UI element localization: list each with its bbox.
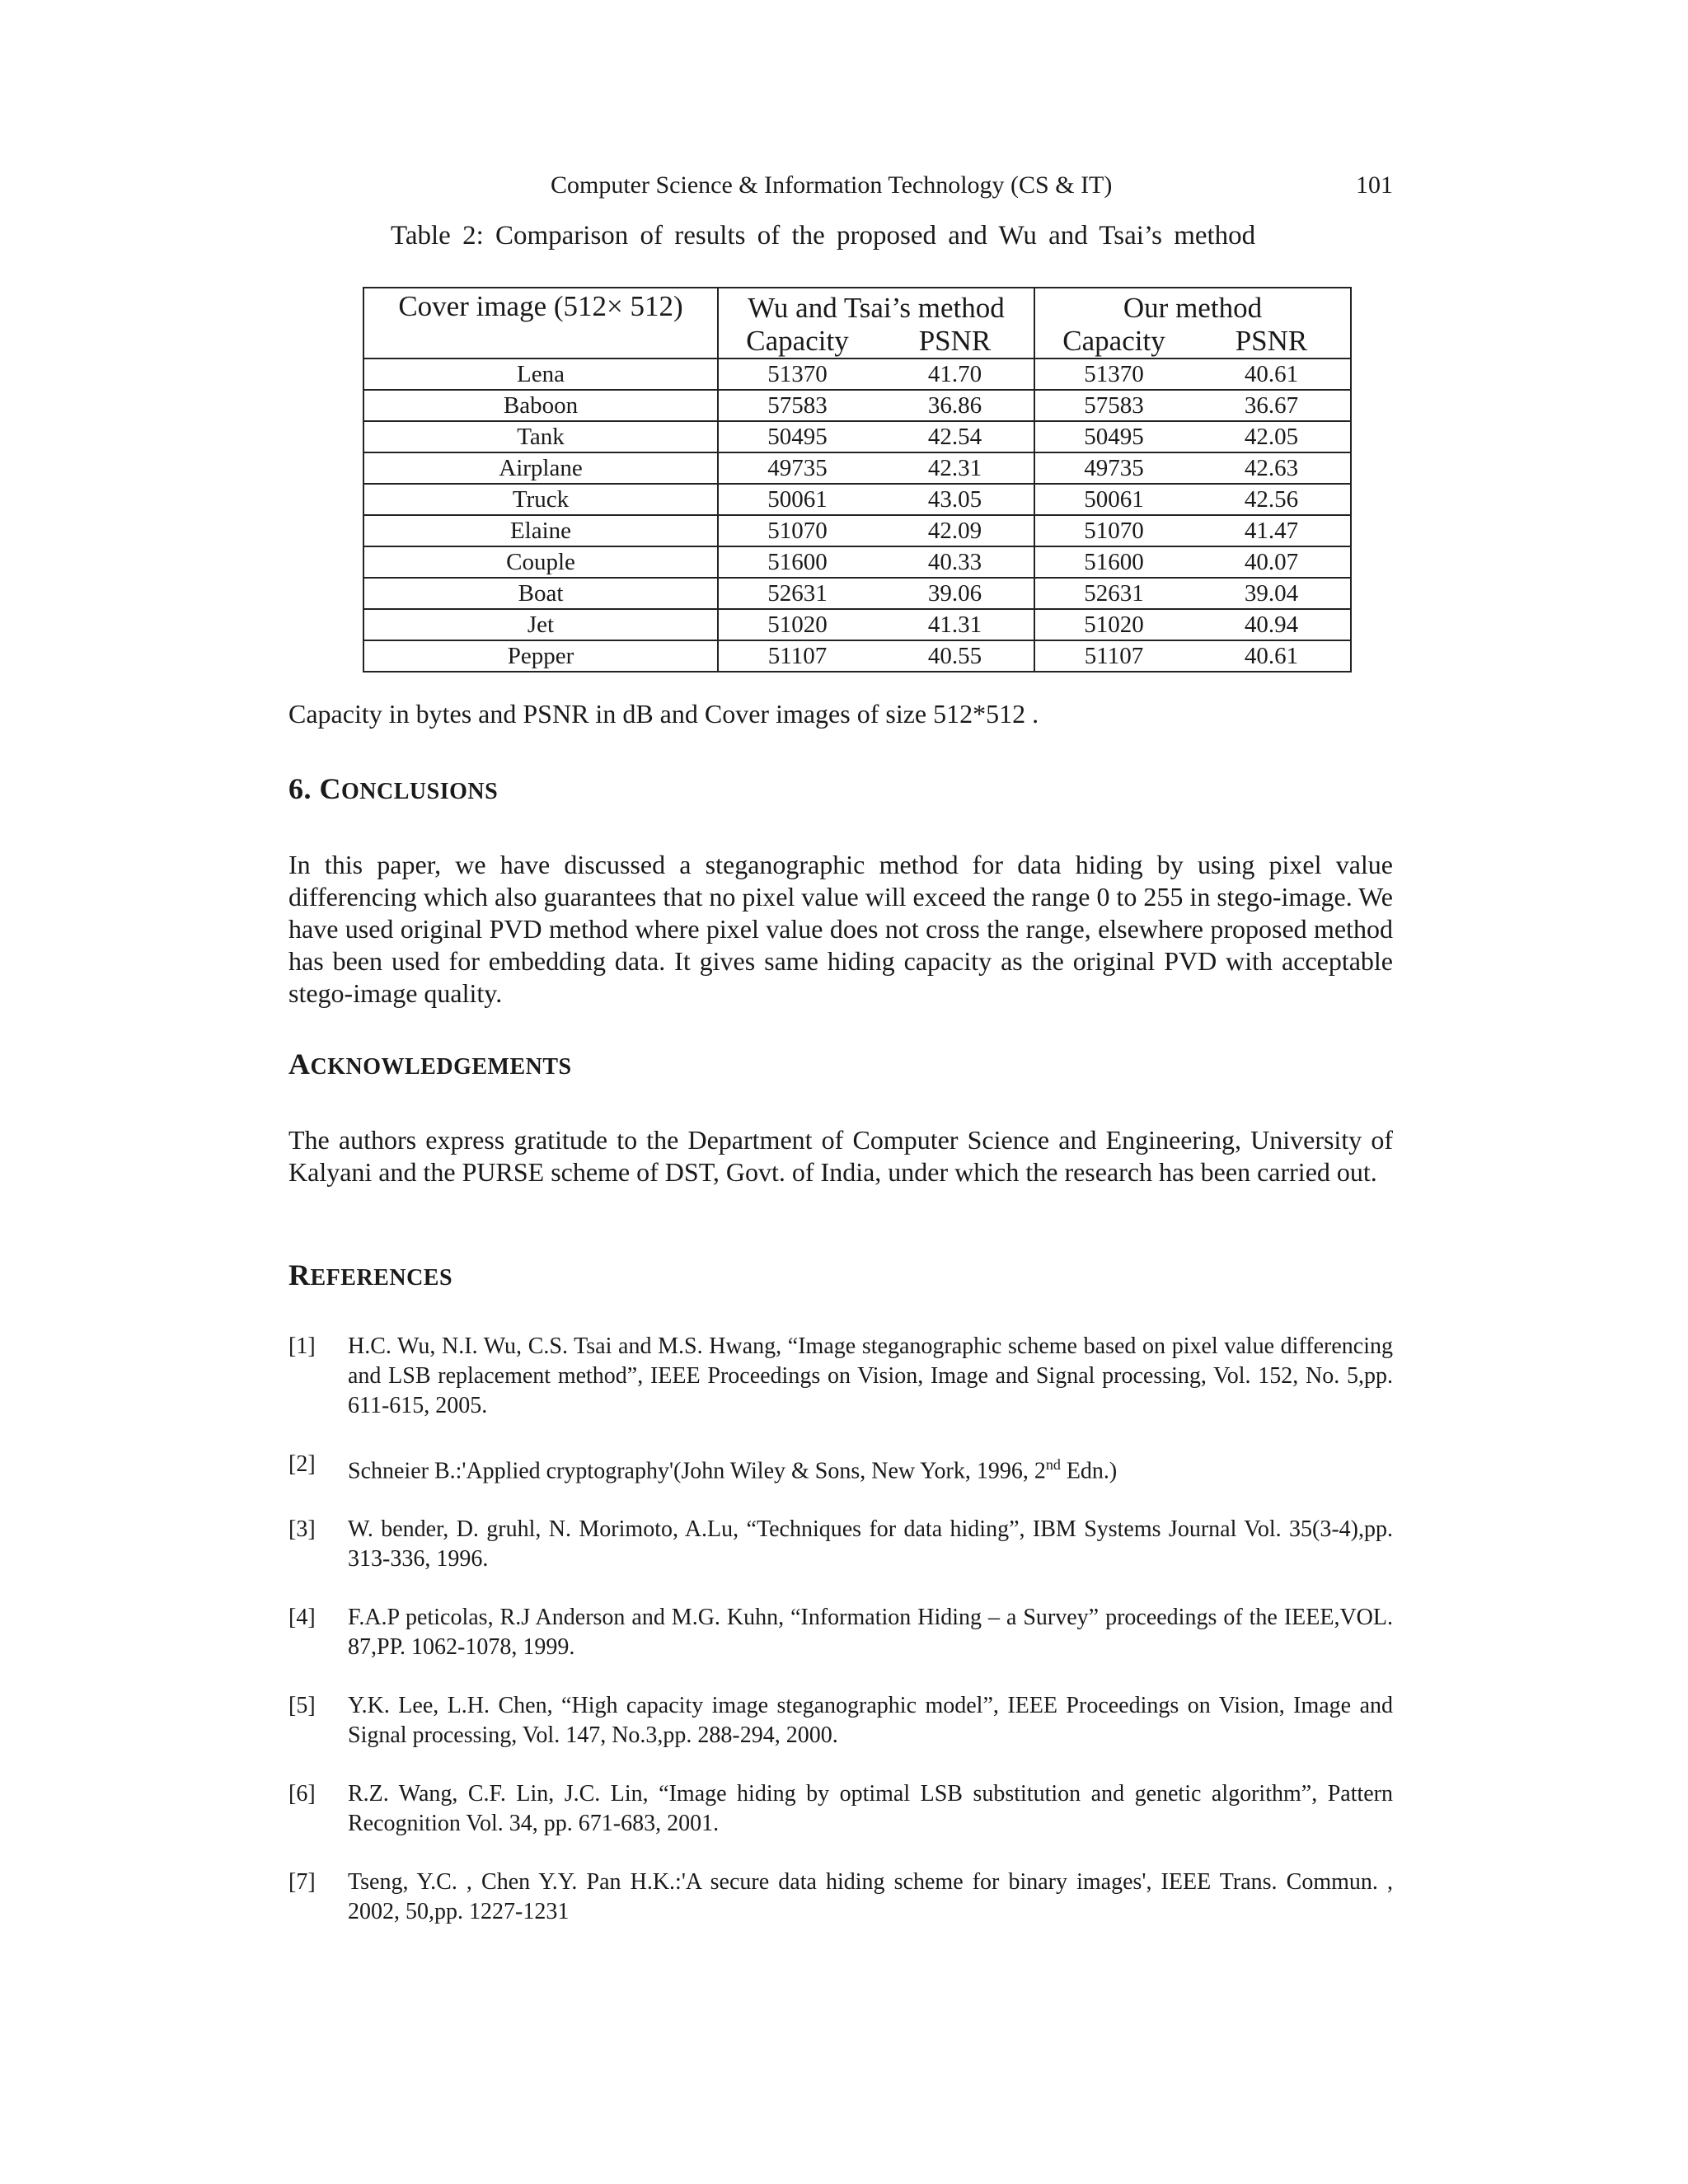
cell-psnr: 40.55 — [927, 643, 982, 669]
table-row — [363, 640, 1351, 672]
cell-capacity: 52631 — [1084, 580, 1144, 607]
cell-capacity: 51600 — [767, 549, 828, 575]
cell-image-name: Jet — [363, 609, 718, 640]
cell-psnr: 40.33 — [927, 549, 982, 575]
references-heading: REFERENCES — [288, 1258, 453, 1291]
cell-wu — [718, 515, 1034, 546]
conclusions-heading: 6. CONCLUSIONS — [288, 772, 499, 805]
table-note: Capacity in bytes and PSNR in dB and Cover images of size 512*512 . — [288, 699, 1039, 729]
cell-wu — [718, 578, 1034, 609]
cell-image-name: Pepper — [363, 640, 718, 672]
cell-wu — [718, 390, 1034, 421]
cell-psnr: 36.67 — [1244, 392, 1299, 419]
reference-item: [5] Y.K. Lee, L.H. Chen, “High capacity image steganographic model”, IEEE Proceedings on Vision, Image and Signal processing, Vol. 147, No.3,pp. 288-294, 2000. — [288, 1693, 1393, 1749]
cell-psnr: 40.61 — [1244, 361, 1299, 387]
cell-psnr: 42.05 — [1244, 424, 1299, 450]
reference-item: [2] Schneier B.:'Applied cryptography'(John Wiley & Sons, New York, 1996, 2nd Edn.) — [288, 1451, 1118, 1484]
subheader-capacity: Capacity — [746, 325, 849, 357]
cell-image-name: Elaine — [363, 515, 718, 546]
acknowledgements-paragraph: The authors express gratitude to the Department of Computer Science and Engineering, University of Kalyani and the PURSE scheme of DST, Govt. of India, under which the research has been carried out. — [288, 1125, 1393, 1187]
col-header-wu: Wu and Tsai’s method — [718, 288, 1034, 325]
cell-capacity: 51370 — [1084, 361, 1144, 387]
table-row — [363, 515, 1351, 546]
cell-wu — [718, 359, 1034, 390]
cell-psnr: 42.54 — [927, 424, 982, 450]
cell-psnr: 39.04 — [1244, 580, 1299, 607]
table-body — [363, 359, 1351, 672]
cell-psnr: 42.31 — [927, 455, 982, 481]
cell-ours — [1034, 421, 1351, 452]
cell-psnr: 36.86 — [927, 392, 982, 419]
subheader-psnr: PSNR — [1235, 325, 1308, 357]
table-row — [363, 421, 1351, 452]
cell-ours — [1034, 546, 1351, 578]
cell-psnr: 41.47 — [1244, 518, 1299, 544]
cell-image-name: Tank — [363, 421, 718, 452]
cell-ours — [1034, 484, 1351, 515]
table-row — [363, 484, 1351, 515]
acknowledgements-heading: ACKNOWLEDGEMENTS — [288, 1047, 572, 1080]
cell-wu — [718, 484, 1034, 515]
cell-capacity: 51107 — [1084, 643, 1144, 669]
cell-capacity: 51070 — [1084, 518, 1144, 544]
cell-image-name: Lena — [363, 359, 718, 390]
page-number: 101 — [1356, 171, 1393, 199]
cell-image-name: Boat — [363, 578, 718, 609]
cell-wu — [718, 640, 1034, 672]
cell-psnr: 42.56 — [1244, 486, 1299, 513]
reference-item: [4] F.A.P peticolas, R.J Anderson and M.G. Kuhn, “Information Hiding – a Survey” proceedings of the IEEE,VOL. 87,PP. 1062-1078, 1999. — [288, 1605, 1393, 1661]
cell-ours — [1034, 452, 1351, 484]
reference-item: [6] R.Z. Wang, C.F. Lin, J.C. Lin, “Image hiding by optimal LSB substitution and genetic algorithm”, Pattern Recognition Vol. 34, pp. 671-683, 2001. — [288, 1781, 1393, 1837]
cell-capacity: 57583 — [1084, 392, 1144, 419]
table-row — [363, 359, 1351, 390]
cell-capacity: 52631 — [767, 580, 828, 607]
running-head: Computer Science & Information Technology (CS & IT) — [551, 171, 1113, 199]
subheader-ours — [1034, 325, 1351, 359]
cell-ours — [1034, 640, 1351, 672]
table-caption: Table 2: Comparison of results of the proposed and Wu and Tsai’s method — [391, 221, 1256, 251]
cell-capacity: 50495 — [1084, 424, 1144, 450]
cell-wu — [718, 421, 1034, 452]
cell-capacity: 50495 — [767, 424, 828, 450]
reference-item: [1] H.C. Wu, N.I. Wu, C.S. Tsai and M.S. Hwang, “Image steganographic scheme based on pixel value differencing and LSB replacement method”, IEEE Proceedings on Vision, Image and Signal processing, Vol. 152, No. 5,pp. 611-615, 2005. — [288, 1333, 1393, 1418]
cell-capacity: 50061 — [1084, 486, 1144, 513]
cell-ours — [1034, 609, 1351, 640]
cell-capacity: 49735 — [1084, 455, 1144, 481]
cell-image-name: Airplane — [363, 452, 718, 484]
cell-psnr: 41.31 — [927, 612, 982, 638]
table-row — [363, 546, 1351, 578]
cell-capacity: 50061 — [767, 486, 828, 513]
table-row — [363, 578, 1351, 609]
col-header-ours: Our method — [1034, 288, 1351, 325]
subheader-wu — [718, 325, 1034, 359]
cell-capacity: 51020 — [767, 612, 828, 638]
cell-capacity: 51600 — [1084, 549, 1144, 575]
table-row — [363, 609, 1351, 640]
reference-item: [7] Tseng, Y.C. , Chen Y.Y. Pan H.K.:'A secure data hiding scheme for binary images', IEEE Trans. Commun. , 2002, 50,pp. 1227-1231 — [288, 1869, 1393, 1925]
cell-ours — [1034, 515, 1351, 546]
cell-capacity: 51070 — [767, 518, 828, 544]
subheader-psnr: PSNR — [918, 325, 992, 357]
cell-psnr: 41.70 — [927, 361, 982, 387]
cell-image-name: Truck — [363, 484, 718, 515]
references-list — [288, 1332, 1393, 1956]
cell-ours — [1034, 390, 1351, 421]
cell-wu — [718, 546, 1034, 578]
reference-item: [3] W. bender, D. gruhl, N. Morimoto, A.Lu, “Techniques for data hiding”, IBM Systems Journal Vol. 35(3-4),pp. 313-336, 1996. — [288, 1516, 1393, 1572]
cell-psnr: 42.09 — [927, 518, 982, 544]
cell-capacity: 51020 — [1084, 612, 1144, 638]
table-row — [363, 390, 1351, 421]
cell-psnr: 39.06 — [927, 580, 982, 607]
cell-capacity: 51107 — [767, 643, 828, 669]
table-row — [363, 452, 1351, 484]
cell-ours — [1034, 359, 1351, 390]
cell-ours — [1034, 578, 1351, 609]
cell-psnr: 40.07 — [1244, 549, 1299, 575]
cell-psnr: 42.63 — [1244, 455, 1299, 481]
cell-capacity: 57583 — [767, 392, 828, 419]
results-table — [363, 287, 1352, 673]
cell-wu — [718, 609, 1034, 640]
subheader-capacity: Capacity — [1062, 325, 1165, 357]
cell-psnr: 43.05 — [927, 486, 982, 513]
cell-wu — [718, 452, 1034, 484]
cell-psnr: 40.94 — [1244, 612, 1299, 638]
cell-capacity: 51370 — [767, 361, 828, 387]
cell-psnr: 40.61 — [1244, 643, 1299, 669]
cell-image-name: Baboon — [363, 390, 718, 421]
cell-capacity: 49735 — [767, 455, 828, 481]
conclusions-paragraph: In this paper, we have discussed a steganographic method for data hiding by using pixel value differencing which also guarantees that no pixel value will exceed the range 0 to 255 in stego-image. We have used original PVD method where pixel value does not cross the range, elsewhere proposed method has been used for embedding data. It gives same hiding capacity as the original PVD with acceptable stego-image quality. — [288, 850, 1393, 1008]
col-header-image: Cover image (512× 512) — [363, 288, 718, 359]
cell-image-name: Couple — [363, 546, 718, 578]
